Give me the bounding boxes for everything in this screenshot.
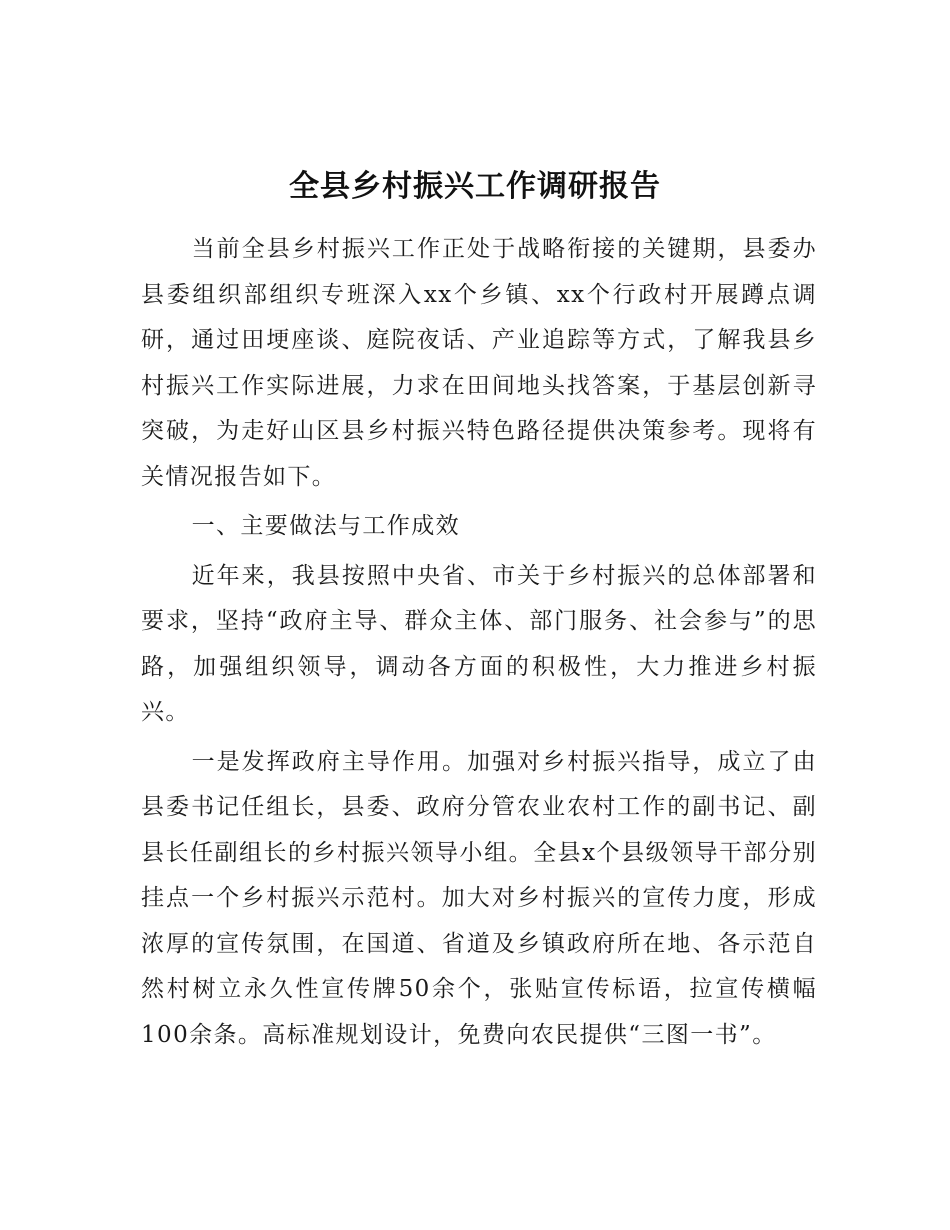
intro-paragraph: 当前全县乡村振兴工作正处于战略衔接的关键期，县委办县委组织部组织专班深入xx个乡镇、xx个行政村开展蹲点调研，通过田埂座谈、庭院夜话、产业追踪等方式，了解我县乡村振兴工作实际进展，力求在田间地头找答案，于基层创新寻突破，为走好山区县乡村振兴特色路径提供决策参考。现将有关情况报告如下。	[141, 236, 817, 490]
section-heading: 一、主要做法与工作成效	[191, 513, 460, 539]
document-title: 全县乡村振兴工作调研报告	[289, 169, 661, 204]
overview-paragraph: 近年来，我县按照中央省、市关于乡村振兴的总体部署和要求，坚持“政府主导、群众主体、部门服务、社会参与”的思路，加强组织领导，调动各方面的积极性，大力推进乡村振兴。	[141, 562, 817, 725]
document-body	[141, 227, 817, 1058]
government-role-paragraph: 一是发挥政府主导作用。加强对乡村振兴指导，成立了由县委书记任组长，县委、政府分管农业农村工作的副书记、副县长任副组长的乡村振兴领导小组。全县x个县级领导干部分别挂点一个乡村振兴示范村。加大对乡村振兴的宣传力度，形成浓厚的宣传氛围，在国道、省道及乡镇政府所在地、各示范自然村树立永久性宣传牌50余个，张贴宣传标语，拉宣传横幅100余条。高标准规划设计，免费向农民提供“三图一书”。	[141, 748, 817, 1048]
